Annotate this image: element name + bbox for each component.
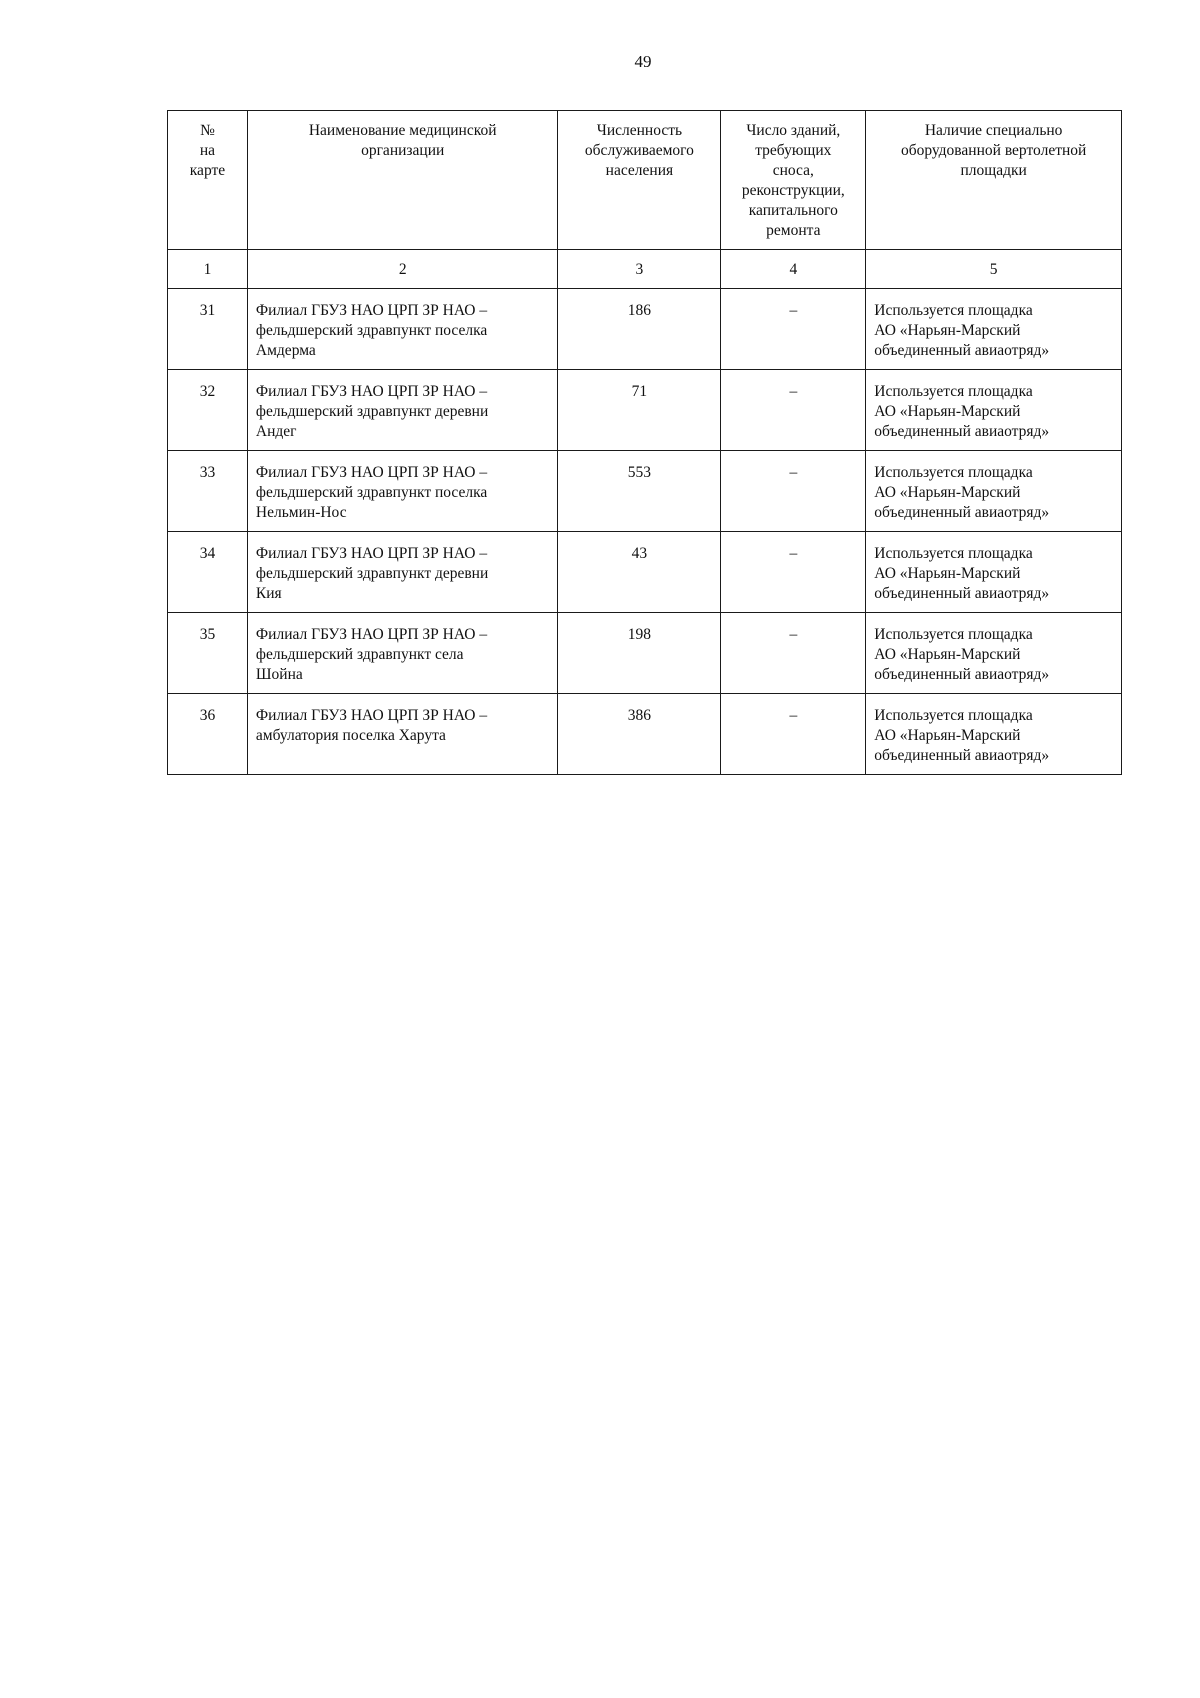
table-header-row — [168, 111, 1122, 250]
table-row — [168, 694, 1122, 775]
row-helipad: Используется площадка АО «Нарьян-Марский объединенный авиаотряд» — [866, 370, 1122, 451]
row-organization-name: Филиал ГБУЗ НАО ЦРП ЗР НАО – фельдшерский здравпункт деревни Андег — [247, 370, 558, 451]
row-buildings: – — [721, 532, 866, 613]
row-organization-name: Филиал ГБУЗ НАО ЦРП ЗР НАО – фельдшерский здравпункт поселка Амдерма — [247, 289, 558, 370]
row-helipad: Используется площадка АО «Нарьян-Марский объединенный авиаотряд» — [866, 289, 1122, 370]
row-helipad: Используется площадка АО «Нарьян-Марский объединенный авиаотряд» — [866, 613, 1122, 694]
row-helipad: Используется площадка АО «Нарьян-Марский объединенный авиаотряд» — [866, 451, 1122, 532]
column-number: 2 — [247, 250, 558, 289]
row-helipad: Используется площадка АО «Нарьян-Марский объединенный авиаотряд» — [866, 694, 1122, 775]
table-row — [168, 370, 1122, 451]
row-buildings: – — [721, 694, 866, 775]
row-population: 186 — [558, 289, 721, 370]
column-number: 5 — [866, 250, 1122, 289]
row-organization-name: Филиал ГБУЗ НАО ЦРП ЗР НАО – амбулатория поселка Харута — [247, 694, 558, 775]
column-number-row — [168, 250, 1122, 289]
header-map-number: № на карте — [168, 111, 248, 250]
row-population: 553 — [558, 451, 721, 532]
page-number: 49 — [634, 52, 652, 71]
row-buildings: – — [721, 370, 866, 451]
row-organization-name: Филиал ГБУЗ НАО ЦРП ЗР НАО – фельдшерский здравпункт деревни Кия — [247, 532, 558, 613]
row-organization-name: Филиал ГБУЗ НАО ЦРП ЗР НАО – фельдшерский здравпункт села Шойна — [247, 613, 558, 694]
row-buildings: – — [721, 451, 866, 532]
row-population: 386 — [558, 694, 721, 775]
row-map-number: 31 — [168, 289, 248, 370]
header-organization-name: Наименование медицинской организации — [247, 111, 558, 250]
table-row — [168, 289, 1122, 370]
row-map-number: 35 — [168, 613, 248, 694]
header-population: Численность обслуживаемого населения — [558, 111, 721, 250]
row-helipad: Используется площадка АО «Нарьян-Марский объединенный авиаотряд» — [866, 532, 1122, 613]
row-map-number: 36 — [168, 694, 248, 775]
facilities-table — [167, 110, 1122, 775]
row-population: 198 — [558, 613, 721, 694]
row-population: 43 — [558, 532, 721, 613]
header-buildings: Число зданий, требующих сноса, реконструкции, капитального ремонта — [721, 111, 866, 250]
row-map-number: 34 — [168, 532, 248, 613]
table-row — [168, 532, 1122, 613]
row-buildings: – — [721, 613, 866, 694]
table-row — [168, 451, 1122, 532]
column-number: 3 — [558, 250, 721, 289]
row-population: 71 — [558, 370, 721, 451]
row-map-number: 32 — [168, 370, 248, 451]
column-number: 1 — [168, 250, 248, 289]
header-helipad: Наличие специально оборудованной вертолетной площадки — [866, 111, 1122, 250]
table-row — [168, 613, 1122, 694]
row-map-number: 33 — [168, 451, 248, 532]
row-organization-name: Филиал ГБУЗ НАО ЦРП ЗР НАО – фельдшерский здравпункт поселка Нельмин-Нос — [247, 451, 558, 532]
row-buildings: – — [721, 289, 866, 370]
column-number: 4 — [721, 250, 866, 289]
